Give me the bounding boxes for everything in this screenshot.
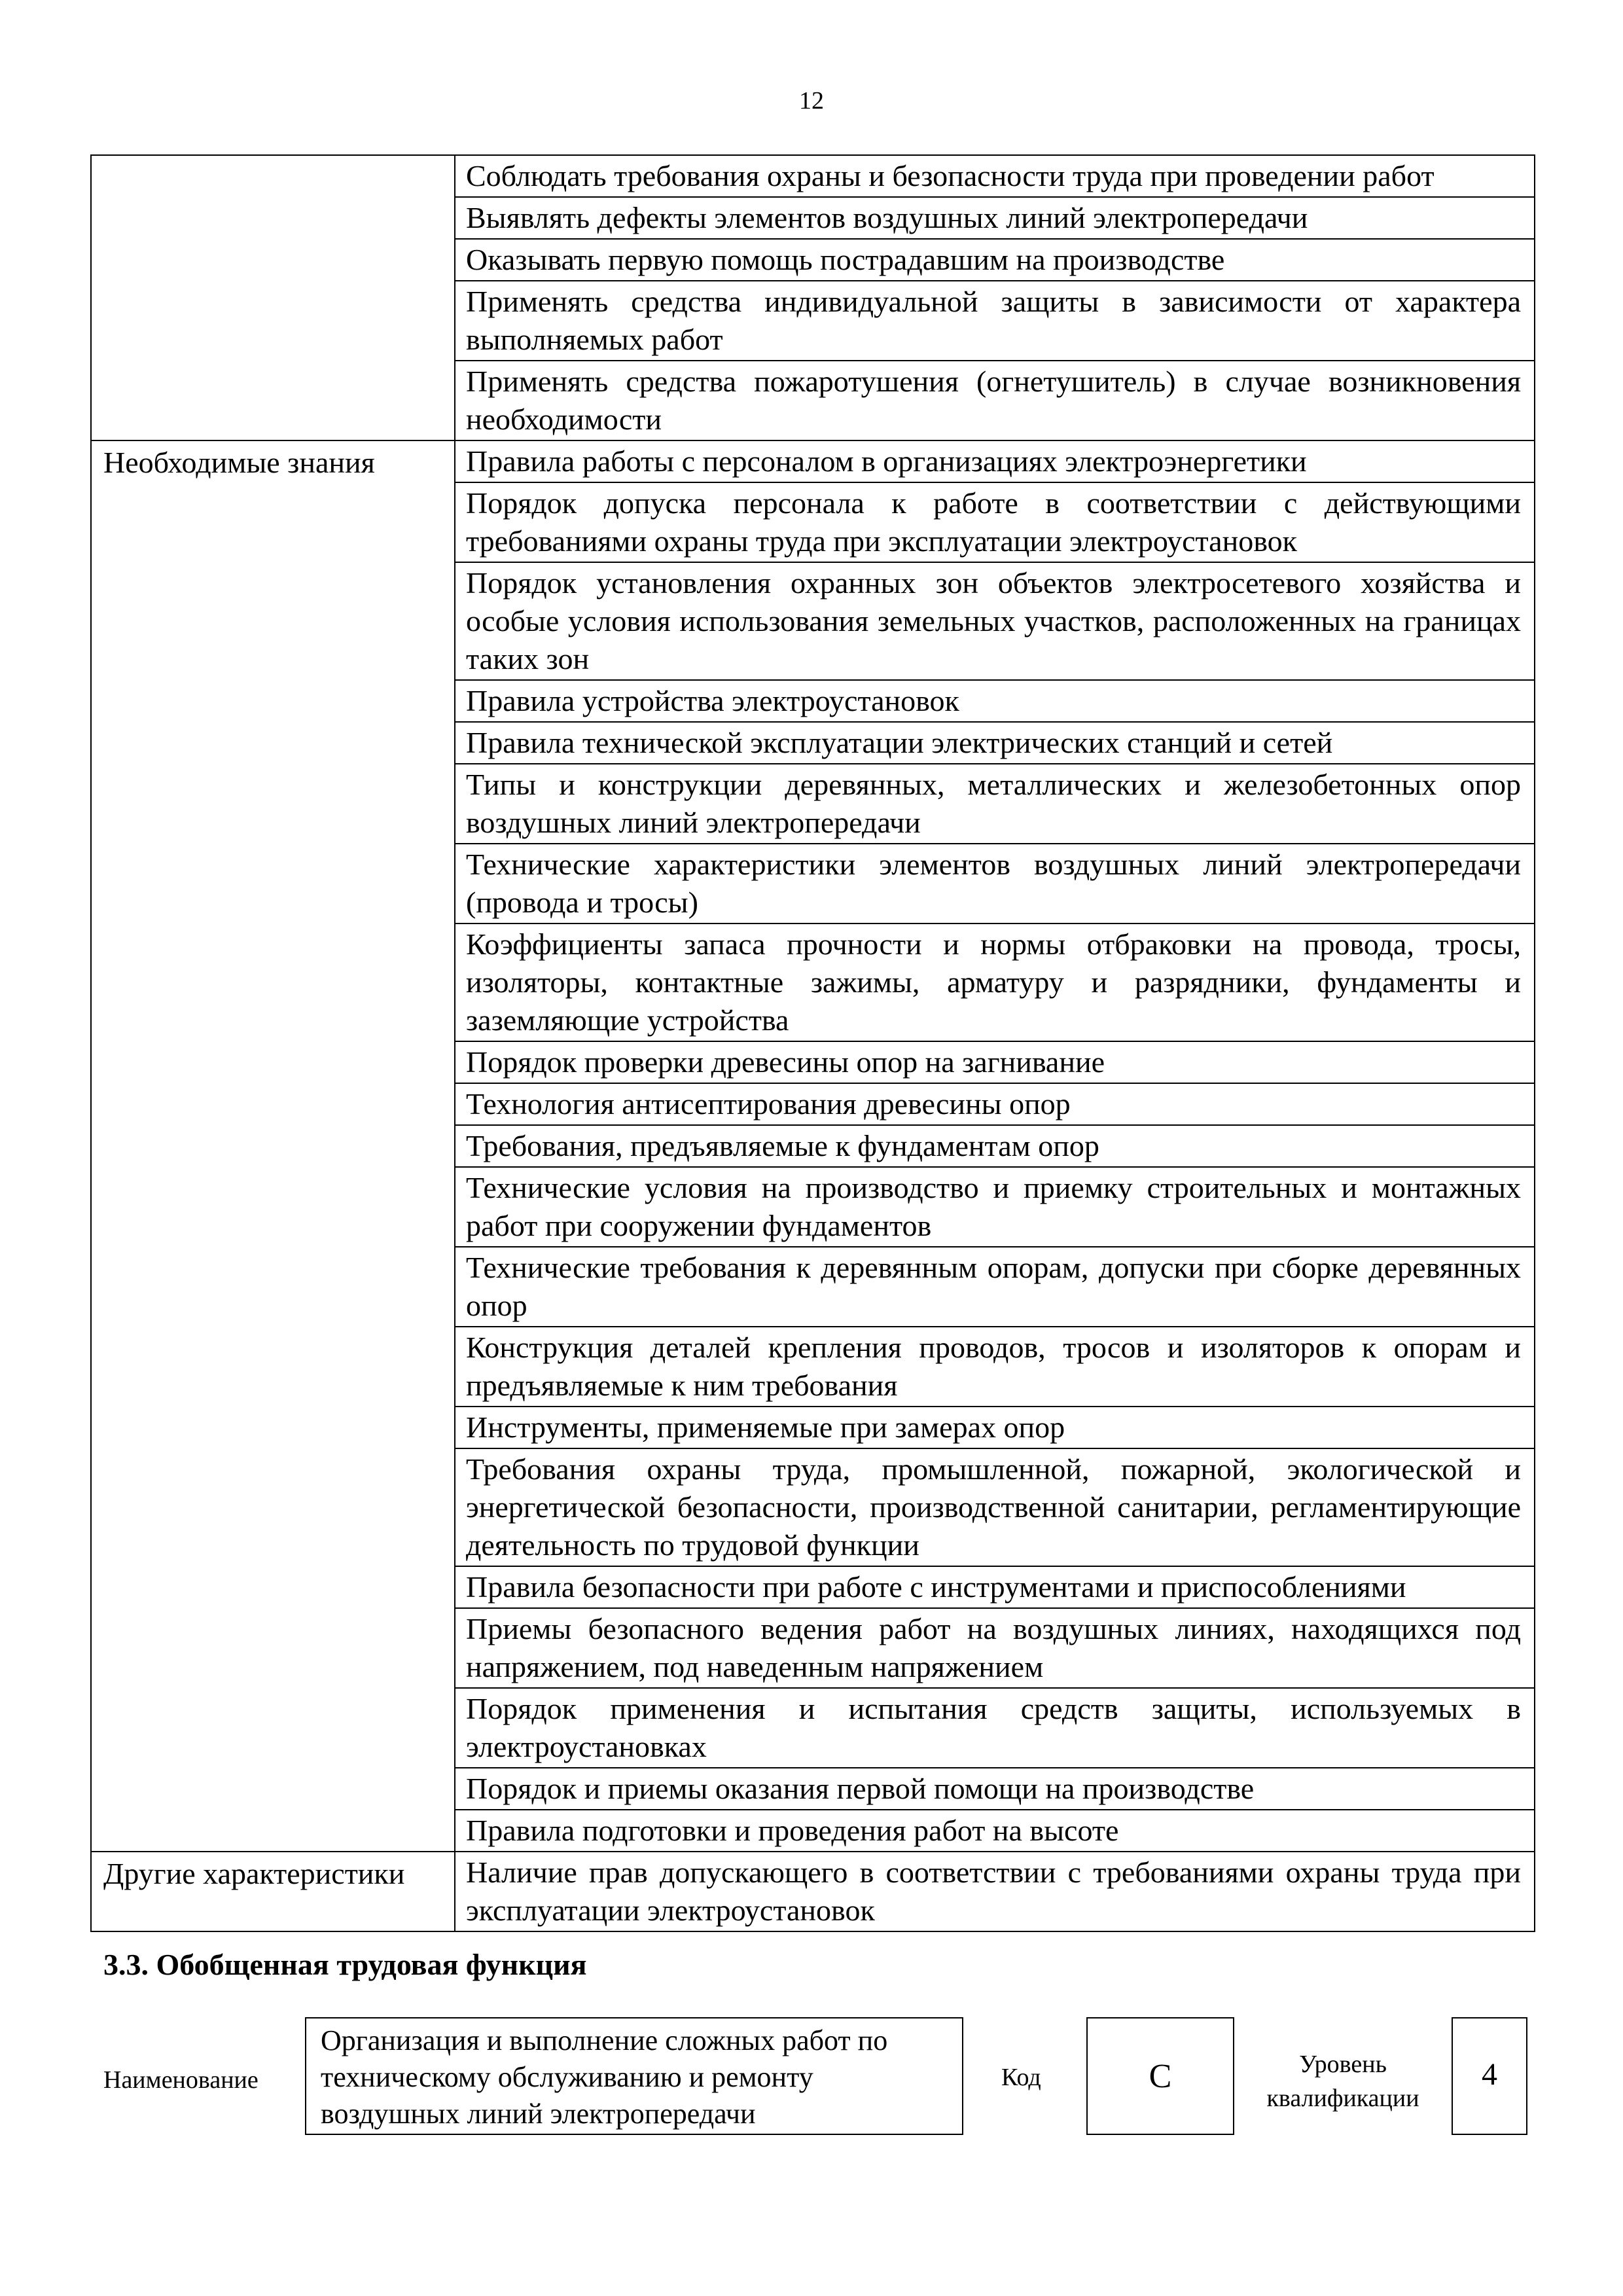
table-body [91, 155, 1535, 1931]
table-cell-item: Технические требования к деревянным опорам, допуски при сборке деревянных опор [455, 1247, 1535, 1327]
table-cell-item: Порядок установления охранных зон объектов электросетевого хозяйства и особые условия использования земельных участков, расположенных на границах таких зон [455, 562, 1535, 680]
table-row [91, 155, 1535, 197]
table-cell-item: Технические характеристики элементов воздушных линий электропередачи (провода и тросы) [455, 844, 1535, 924]
table-cell-item: Технология антисептирования древесины опор [455, 1083, 1535, 1125]
table-cell-item: Порядок и приемы оказания первой помощи на производстве [455, 1768, 1535, 1810]
table-cell-item: Требования, предъявляемые к фундаментам опор [455, 1125, 1535, 1167]
table-cell-item: Порядок применения и испытания средств защиты, используемых в электроустановках [455, 1688, 1535, 1768]
row-group-label [91, 155, 455, 440]
code-value-box: C [1086, 2017, 1234, 2135]
table-cell-item: Инструменты, применяемые при замерах опор [455, 1407, 1535, 1448]
section-heading: 3.3. Обобщенная трудовая функция [103, 1948, 587, 1981]
table-cell-item: Порядок проверки древесины опор на загнивание [455, 1041, 1535, 1083]
table-row [91, 440, 1535, 482]
competency-table [90, 154, 1535, 1932]
table-cell-item: Правила технической эксплуатации электрических станций и сетей [455, 722, 1535, 764]
table-cell-item: Правила подготовки и проведения работ на высоте [455, 1810, 1535, 1852]
table-cell-item: Технические условия на производство и приемку строительных и монтажных работ при сооружении фундаментов [455, 1167, 1535, 1247]
qualification-level-label: Уровень квалификации [1266, 2051, 1419, 2112]
qualification-level-box: 4 [1452, 2017, 1527, 2135]
table-cell-item: Применять средства пожаротушения (огнетушитель) в случае возникновения необходимости [455, 361, 1535, 440]
name-label: Наименование [103, 2066, 259, 2094]
table-cell-item: Применять средства индивидуальной защиты в зависимости от характера выполняемых работ [455, 281, 1535, 361]
table-cell-item: Соблюдать требования охраны и безопасности труда при проведении работ [455, 155, 1535, 197]
table-cell-item: Оказывать первую помощь пострадавшим на производстве [455, 239, 1535, 281]
table-cell-item: Правила работы с персоналом в организациях электроэнергетики [455, 440, 1535, 482]
table-cell-item: Правила безопасности при работе с инструментами и приспособлениями [455, 1566, 1535, 1608]
table-cell-item: Порядок допуска персонала к работе в соответствии с действующими требованиями охраны труда при эксплуатации электроустановок [455, 482, 1535, 562]
table-cell-item: Наличие прав допускающего в соответствии с требованиями охраны труда при эксплуатации электроустановок [455, 1852, 1535, 1931]
table-row [91, 1852, 1535, 1931]
table-cell-item: Правила устройства электроустановок [455, 680, 1535, 722]
table-cell-item: Выявлять дефекты элементов воздушных линий электропередачи [455, 197, 1535, 239]
table-cell-item: Коэффициенты запаса прочности и нормы отбраковки на провода, тросы, изоляторы, контактные зажимы, арматуру и разрядники, фундаменты и заземляющие устройства [455, 924, 1535, 1041]
page-number: 12 [799, 87, 824, 115]
table-cell-item: Приемы безопасного ведения работ на воздушных линиях, находящихся под напряжением, под наведенным напряжением [455, 1608, 1535, 1688]
name-value-box: Организация и выполнение сложных работ по техническому обслуживанию и ремонту воздушных линий электропередачи [305, 2017, 963, 2135]
row-group-label: Необходимые знания [91, 440, 455, 1852]
code-label: Код [1001, 2064, 1041, 2091]
table-cell-item: Типы и конструкции деревянных, металлических и железобетонных опор воздушных линий электропередачи [455, 764, 1535, 844]
row-group-label: Другие характеристики [91, 1852, 455, 1931]
table-cell-item: Требования охраны труда, промышленной, пожарной, экологической и энергетической безопасности, производственной санитарии, регламентирующие деятельность по трудовой функции [455, 1448, 1535, 1566]
table-cell-item: Конструкция деталей крепления проводов, тросов и изоляторов к опорам и предъявляемые к ним требования [455, 1327, 1535, 1407]
